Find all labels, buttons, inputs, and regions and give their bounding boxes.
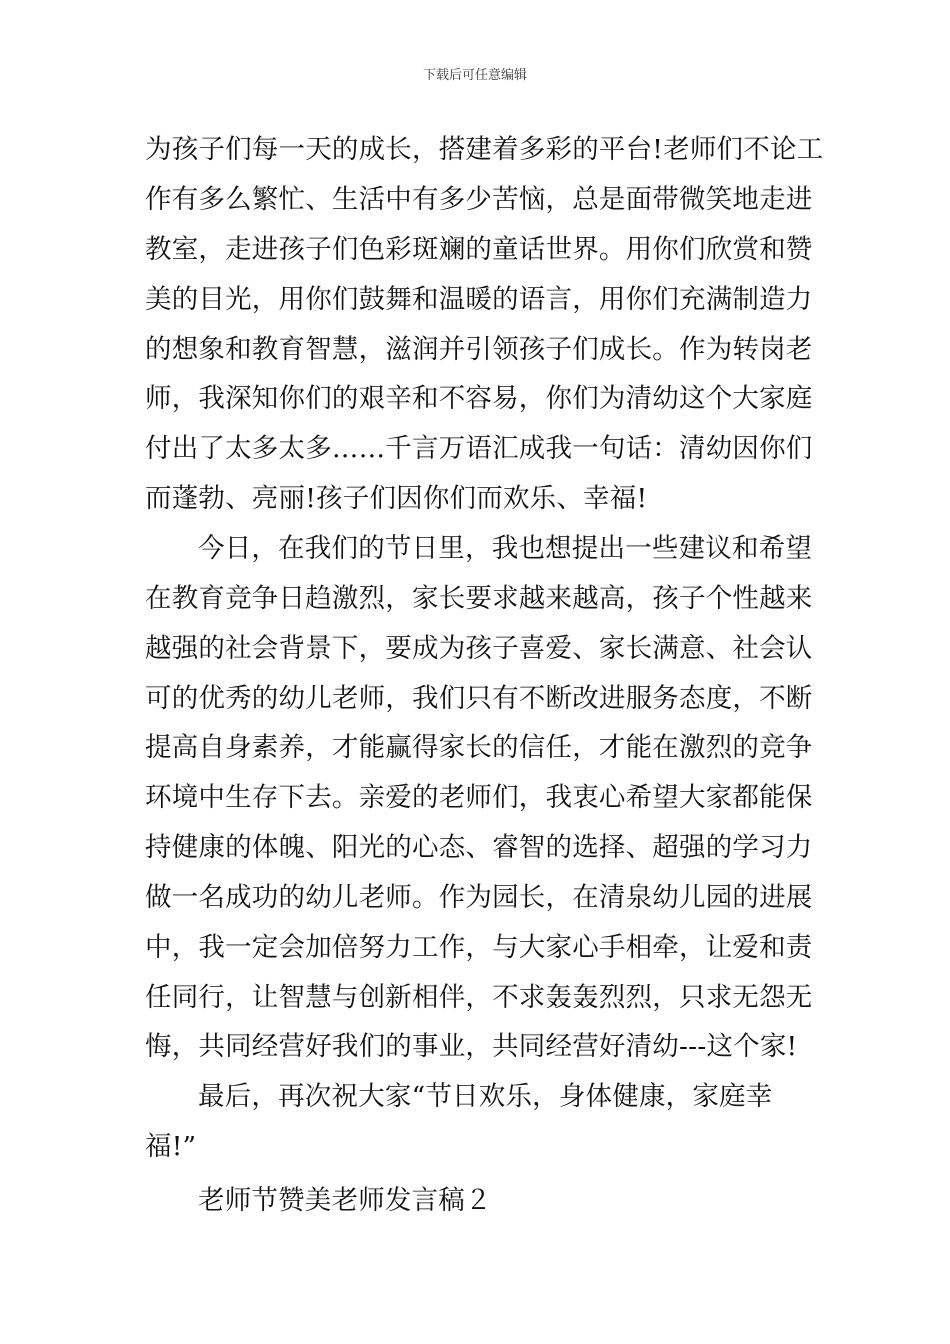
- paragraph-line: 今日，在我们的节日里，我也想提出一些建议和希望: [198, 533, 813, 564]
- paragraph-line: 作有多么繁忙、生活中有多少苦恼，总是面带微笑地走进: [145, 184, 813, 215]
- paragraph-line: 付出了太多太多……千言万语汇成我一句话：清幼因你们: [145, 433, 813, 464]
- paragraph-line: 福!”: [145, 1131, 197, 1162]
- paragraph-line: 可的优秀的幼儿老师，我们只有不断改进服务态度，不断: [145, 683, 813, 714]
- paragraph-line: 持健康的体魄、阳光的心态、睿智的选择、超强的学习力: [145, 832, 813, 863]
- paragraph-line: 中，我一定会加倍努力工作，与大家心手相牵，让爱和责: [145, 932, 813, 963]
- page-header: 下载后可任意编辑: [422, 68, 527, 83]
- paragraph-line: 在教育竞争日趋激烈，家长要求越来越高，孩子个性越来: [145, 583, 813, 614]
- paragraph-line: 而蓬勃、亮丽!孩子们因你们而欢乐、幸福!: [145, 483, 648, 514]
- paragraph-line: 为孩子们每一天的成长，搭建着多彩的平台!老师们不论工: [145, 134, 824, 165]
- paragraph-line: 提高自身素养，才能赢得家长的信任，才能在激烈的竞争: [145, 732, 813, 763]
- paragraph-line: 任同行，让智慧与创新相伴，不求轰轰烈烈，只求无怨无: [145, 982, 813, 1013]
- paragraph-line: 的想象和教育智慧，滋润并引领孩子们成长。作为转岗老: [145, 334, 813, 365]
- paragraph-line: 师，我深知你们的艰辛和不容易，你们为清幼这个大家庭: [145, 383, 813, 414]
- paragraph-line: 美的目光，用你们鼓舞和温暖的语言，用你们充满制造力: [145, 284, 813, 315]
- section-heading: 老师节赞美老师发言稿２: [198, 1185, 492, 1216]
- paragraph-line: 悔，共同经营好我们的事业，共同经营好清幼---这个家!: [145, 1031, 798, 1062]
- paragraph-line: 环境中生存下去。亲爱的老师们，我衷心希望大家都能保: [145, 782, 813, 813]
- paragraph-line: 做一名成功的幼儿老师。作为园长，在清泉幼儿园的进展: [145, 882, 813, 913]
- paragraph-line: 越强的社会背景下，要成为孩子喜爱、家长满意、社会认: [145, 633, 813, 664]
- paragraph-line: 最后，再次祝大家“节日欢乐，身体健康，家庭幸: [198, 1081, 773, 1112]
- paragraph-line: 教室，走进孩子们色彩斑斓的童话世界。用你们欣赏和赞: [145, 234, 813, 265]
